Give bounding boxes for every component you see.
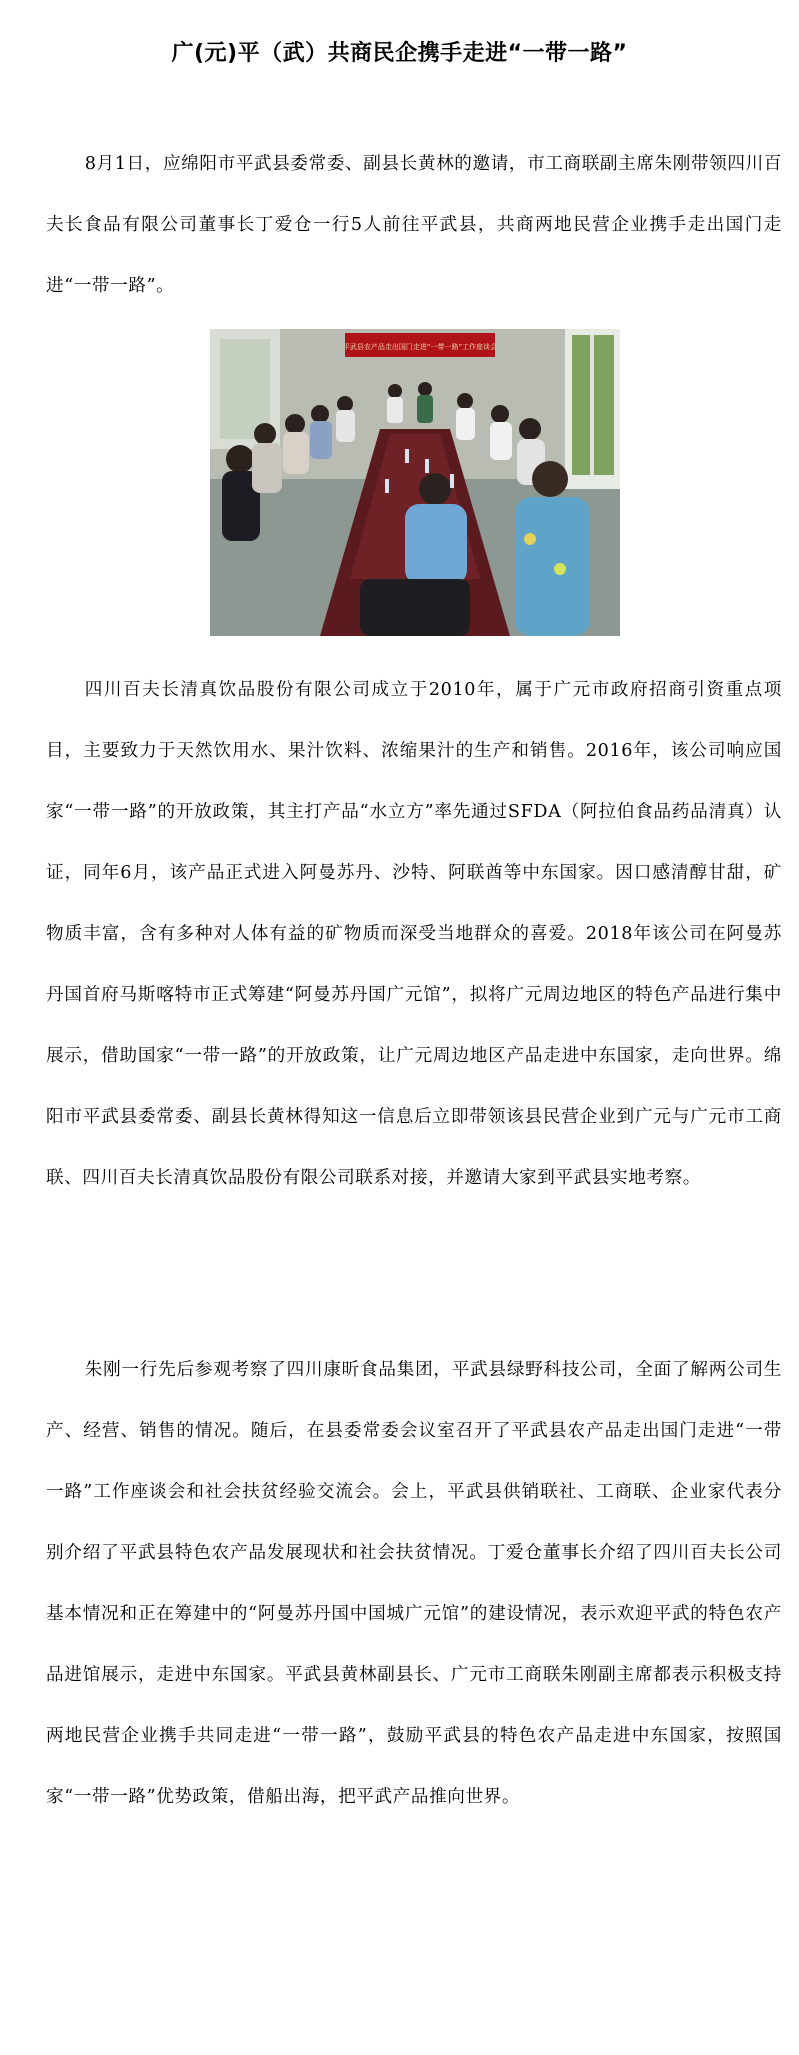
article-title: 广(元)平（武）共商民企携手走进“一带一路”	[171, 41, 628, 66]
meeting-banner	[343, 333, 497, 357]
article-paragraph-1: 8月1日，应绵阳市平武县委常委、副县长黄林的邀请，市工商联副主席朱刚带领四川百夫长食品有限公司董事长丁爱仓一行5人前往平武县，共商两地民营企业携手走出国门走进“一带一路”。	[46, 154, 782, 296]
article-paragraph-2: 四川百夫长清真饮品股份有限公司成立于2010年，属于广元市政府招商引资重点项目，主要致力于天然饮用水、果汁饮料、浓缩果汁的生产和销售。2016年，该公司响应国家“一带一路”的开放政策，其主打产品“水立方”率先通过SFDA（阿拉伯食品药品清真）认证，同年6月，该产品正式进入阿曼苏丹、沙特、阿联酋等中东国家。因口感清醇甘甜，矿物质丰富，含有多种对人体有益的矿物质而深受当地群众的喜爱。2018年该公司在阿曼苏丹国首府马斯喀特市正式筹建“阿曼苏丹国广元馆”，拟将广元周边地区的特色产品进行集中展示，借助国家“一带一路”的开放政策，让广元周边地区产品走进中东国家，走向世界。绵阳市平武县委常委、副县长黄林得知这一信息后立即带领该县民营企业到广元与广元市工商联、四川百夫长清真饮品股份有限公司联系对接，并邀请大家到平武县实地考察。	[46, 680, 782, 1188]
article-paragraph-3: 朱刚一行先后参观考察了四川康昕食品集团，平武县绿野科技公司，全面了解两公司生产、经营、销售的情况。随后，在县委常委会议室召开了平武县农产品走出国门走进“一带一路”工作座谈会和社会扶贫经验交流会。会上，平武县供销联社、工商联、企业家代表分别介绍了平武县特色农产品发展现状和社会扶贫情况。丁爱仓董事长介绍了四川百夫长公司基本情况和正在筹建中的“阿曼苏丹国中国城广元馆”的建设情况，表示欢迎平武的特色农产品进馆展示，走进中东国家。平武县黄林副县长、广元市工商联朱刚副主席都表示积极支持两地民营企业携手共同走进“一带一路”，鼓励平武县的特色农产品走进中东国家，按照国家“一带一路”优势政策，借船出海，把平武产品推向世界。	[46, 1360, 782, 1807]
svg-text:平武县农产品走出国门走进“一带一路”工作座谈会: 平武县农产品走出国门走进“一带一路”工作座谈会	[342, 343, 498, 351]
meeting-photo	[210, 329, 620, 636]
